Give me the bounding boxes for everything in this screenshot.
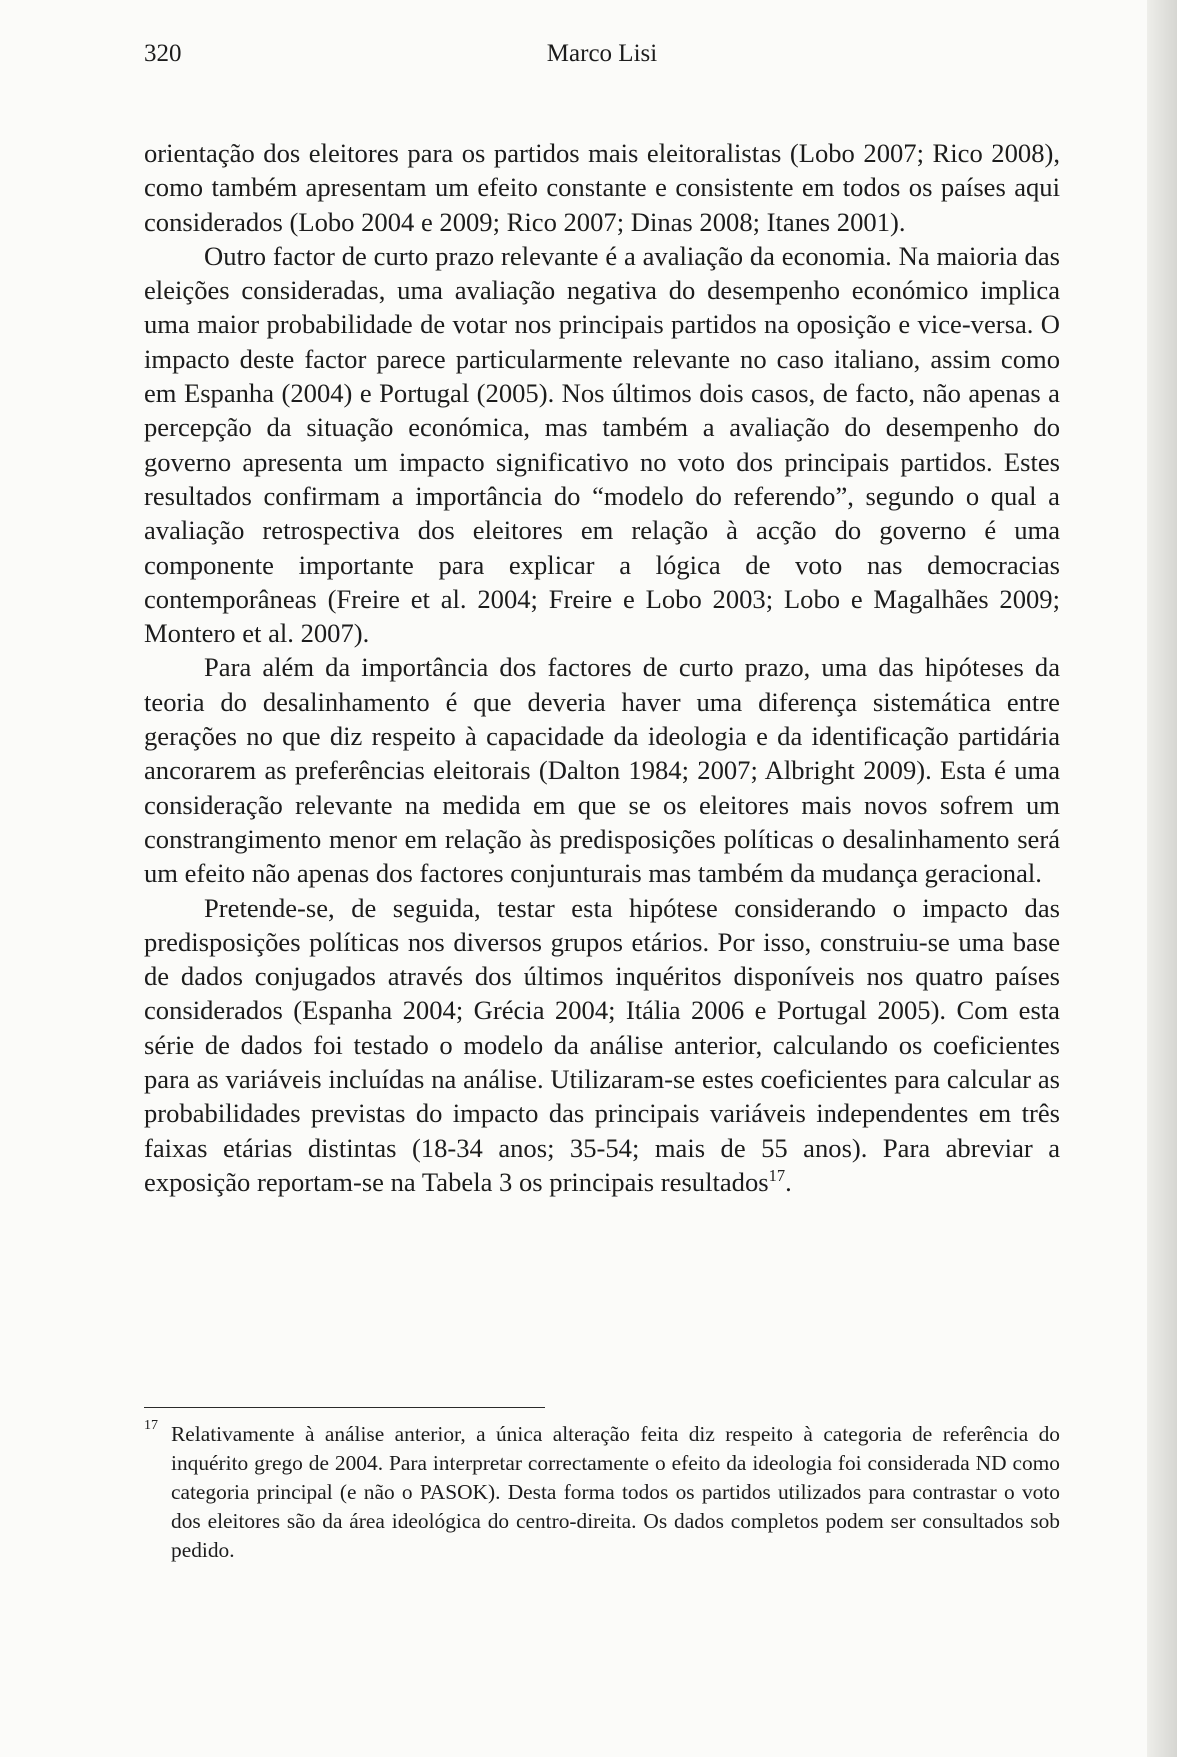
scan-edge-shadow [1147,0,1177,1757]
running-head [144,36,1060,72]
footnote [144,1420,1060,1565]
footnote-separator [144,1407,545,1408]
running-title: Marco Lisi [546,40,658,67]
footnote-text: Relativamente à análise anterior, a única alteração feita diz respeito à categoria de referência do inquérito grego de 2004. Para interpretar correctamente o efeito da ideologia foi considerada ND como categoria principal (e não o PASOK). Desta forma todos os partidos utilizados para contrastar o voto dos eleitores são da área ideológica do centro-direita. Os dados completos podem ser consultados sob pedido. [171,1422,1060,1562]
paragraph-1: orientação dos eleitores para os partidos mais eleitoralistas (Lobo 2007; Rico 2008), como também apresentam um efeito constante e consistente em todos os países aqui considerados (Lobo 2004 e 2009; Rico 2007; Dinas 2008; Itanes 2001). [144,138,1060,237]
body-text [144,136,1060,1199]
paragraph-4-end: . [785,1166,792,1197]
paragraph-3: Para além da importância dos factores de curto prazo, uma das hipóteses da teoria do desalinhamento é que deveria haver uma diferença sistemática entre gerações no que diz respeito à capacidade da ideologia e da identificação partidária ancorarem as preferências eleitorais (Dalton 1984; 2007; Albright 2009). Esta é uma consideração relevante na medida em que se os eleitores mais novos sofrem um constrangimento menor em relação às predisposições políticas o desalinhamento será um efeito não apenas dos factores conjunturais mas também da mudança geracional. [144,652,1060,889]
paragraph-2: Outro factor de curto prazo relevante é a avaliação da economia. Na maioria das eleições consideradas, uma avaliação negativa do desempenho económico implica uma maior probabilidade de votar nos principais partidos na oposição e vice-versa. O impacto deste factor parece particularmente relevante no caso italiano, assim como em Espanha (2004) e Portugal (2005). Nos últimos dois casos, de facto, não apenas a percepção da situação económica, mas também a avaliação do desempenho do governo apresenta um impacto significativo no voto dos principais partidos. Estes resultados confirmam a importância do “modelo do referendo”, segundo o qual a avaliação retrospectiva dos eleitores em relação à acção do governo é uma componente importante para explicar a lógica de voto nas democracias contemporâneas (Freire et al. 2004; Freire e Lobo 2003; Lobo e Magalhães 2009; Montero et al. 2007). [144,240,1060,649]
footnote-reference[interactable]: 17 [768,1166,786,1186]
footnote-mark: 17 [144,1418,158,1433]
page-number: 320 [144,40,182,67]
paragraph-4-text: Pretende-se, de seguida, testar esta hipótese considerando o impacto das predisposições políticas nos diversos grupos etários. Por isso, construiu-se uma base de dados conjugados através dos últimos inquéritos disponíveis nos quatro países considerados (Espanha 2004; Grécia 2004; Itália 2006 e Portugal 2005). Com esta série de dados foi testado o modelo da análise anterior, calculando os coeficientes para as variáveis incluídas na análise. Utilizaram-se estes coeficientes para calcular as probabilidades previstas do impacto das principais variáveis independentes em três faixas etárias distintas (18-34 anos; 35-54; mais de 55 anos). Para abreviar a exposição reportam-se na Tabela 3 os principais resultados [144,892,1060,1197]
paragraph-4 [144,891,1060,1200]
